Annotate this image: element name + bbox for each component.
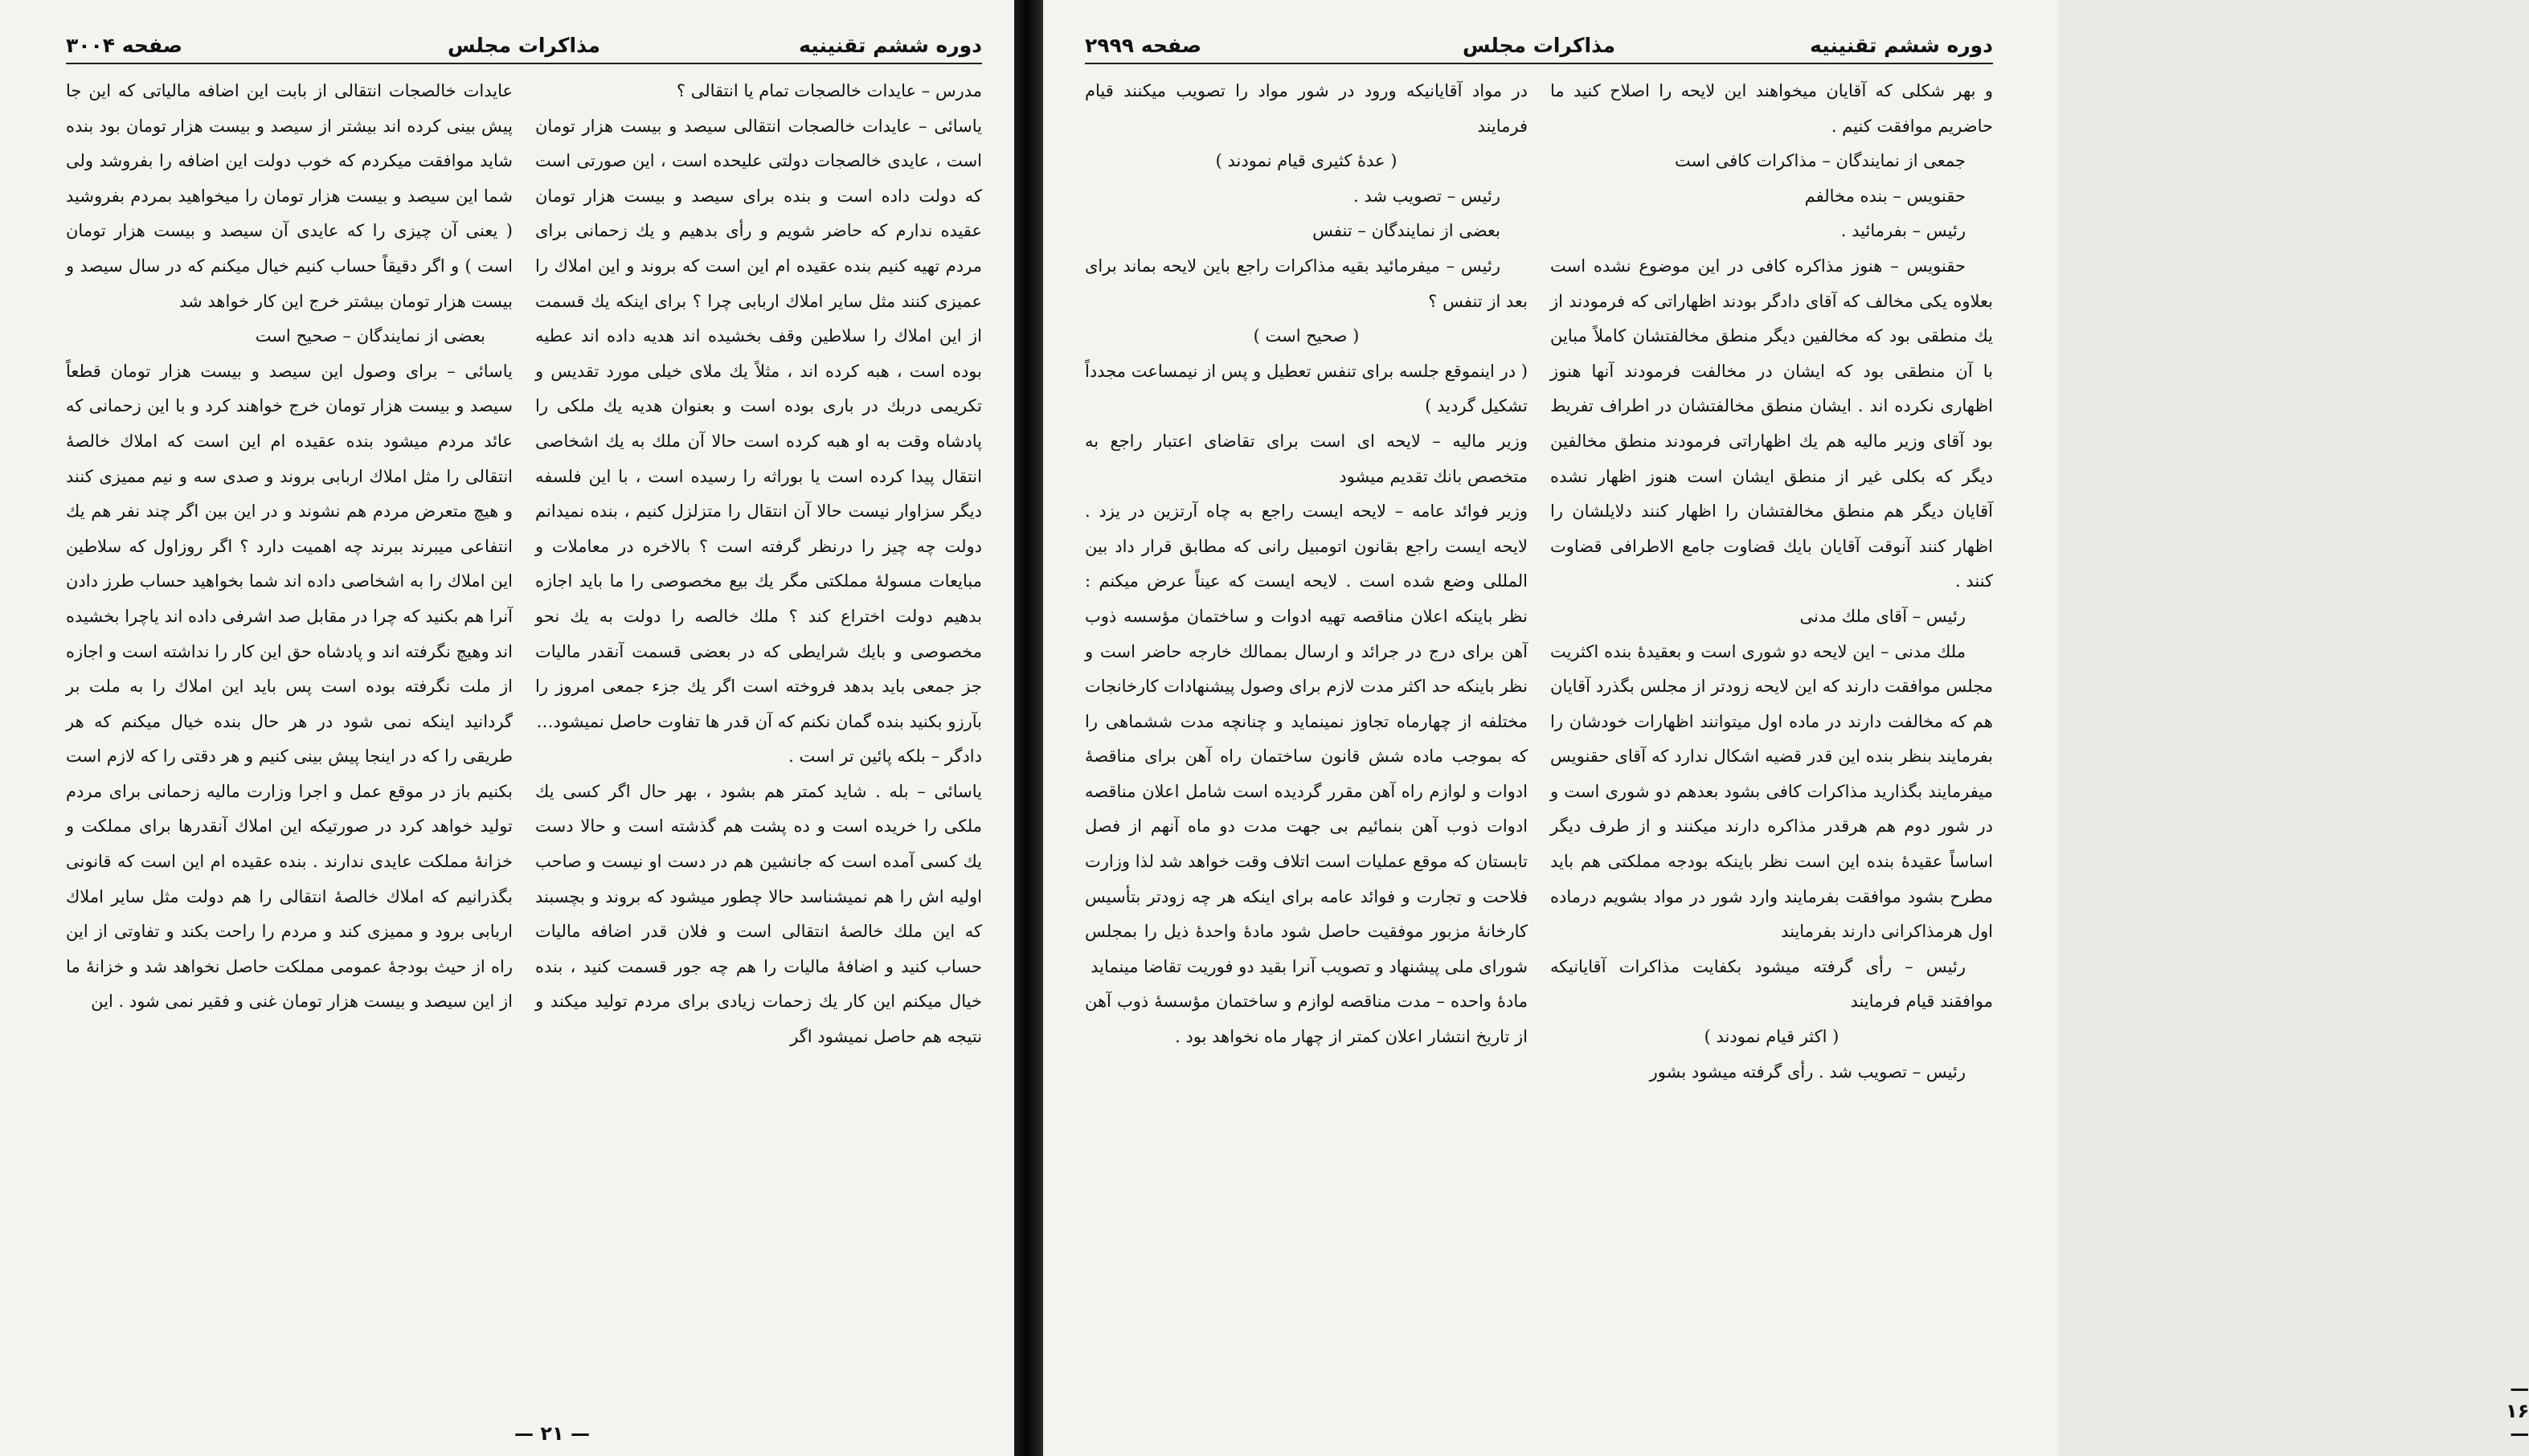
left-page-header [66,34,982,64]
book-gutter [1014,0,1043,1456]
left-page-columns [66,74,982,1400]
paragraph: رئیس – تصویب شد . رأی گرفته میشود بشور [1649,1061,1966,1082]
paragraph: مدرس – عایدات خالصجات تمام یا انتقالی ؟ [676,81,982,100]
paragraph: ( اکثر قیام نمودند ) [1704,1027,1839,1047]
paragraph: جمعی از نمایندگان – مذاکرات کافی است [1675,151,1966,171]
paragraph: یاسائی – عایدات خالصجات انتقالی سیصد و بیست هزار تومان است ، عایدی خالصجات دولتی علیحده است ، این صورتی است که دولت داده است و بنده برای سیصد و بیست هزار تومان عقیده ندارم که حاضر شویم و رأی بدهیم و یك زحمانی برای مردم تهیه کنیم بنده عقیده ام این است که بروند و این املاك را عمیزی کنند مثل سایر املاك اربابی چرا ؟ برای اینکه یك قسمت از این املاك را سلاطین وقف بخشیده اند هدیه داده اند عطیه بوده است ، هبه کرده اند ، مثلاً یك ملای خیلی مورد تقدیس و تکریمی دربك در باری بوده است و بعنوان هدیه یك ملکی را پادشاه وقت به او هبه کرده است حالا آن ملك به یك اشخاصی انتقال پیدا کرده است یا بوراثه را رسیده است ، با این فلسفه دیگر سزاوار نیست حالا آن انتقال را متزلزل کنیم ، بنده نمیدانم دولت چه چیز را درنظر گرفته است ؟ بالاخره در معاملات و مبایعات مسولهٔ مملکتی مگر یك بیع مخصوصی را ما باید اجازه بدهیم دولت اختراع کند ؟ ملك خالصه را دولت به یك نحو مخصوصی و بایك شرایطی که در بعضی قسمت آنقدر مالیات جز جمعی باید بدهد فروخته است اگر یك جزء جمعی امروز را بآرزو بکنید بنده گمان نکنم که آن قدر ها تفاوت حاصل نمیشود… [535,116,982,731]
paragraph: یاسائی – برای وصول این سیصد و بیست هزار تومان قطعاً سیصد و بیست هزار تومان خرج خواهند کرد و با این زحمانی که عائد مردم میشود بنده عقیده ام این است که املاك خالصهٔ انتقالی را مثل املاك اربابی بروند و صدی سه و نیم ممیزی کنند و هیچ متعرض مردم هم نشوند و در این بین اگر چند نفر هم یك انتفاعی میبرند ببرند چه اهمیت دارد ؟ اگر روزاول که سلاطین این املاك را به اشخاصی داده اند شما بخواهید حساب طرز دادن آنرا هم بکنید که چرا در مقابل صد اشرفی داده اند یاچرا بخشیده اند وهیچ نگرفته اند و پادشاه حق این کار را نداشته است و اجازه از ملت نگرفته بوده است پس باید این املاك را به ملت بر گردانید اینکه نمی شود در هر حال بنده خیال میکنم که هر طریقی را که در اینجا پیش بینی کنیم و هر دقتی را که لازم است بکنیم باز در موقع عمل و اجرا وزارت مالیه زحمانی برای مردم تولید خواهد کرد در صورتیکه این املاك آنقدرها برای مملکت و خزانهٔ مملکت عایدی ندارند . بنده عقیده ام این است که قانونی بگذرانیم که املاك خالصهٔ انتقالی را هم دولت مثل سایر املاك اربابی برود و ممیزی کند و مردم را راحت بکند و تفاوتی از این راه از حیث بودجهٔ عمومی مملکت حاصل نخواهد شد و خزانهٔ ما از این سیصد و بیست هزار تومان غنی و فقیر نمی شود . این [66,361,513,1012]
paragraph: عایدات خالصجات انتقالی از بابت این اضافه مالیاتی که این جا پیش بینی کرده اند بیشتر از سیصد و بیست هزار تومان بود بنده شاید موافقت میکردم که خوب دولت این اضافه را بفروشد ولی شما این سیصد و بیست هزار تومان را میخواهید بمردم بفروشید ( یعنی آن چیزی را که عایدی آن سیصد و بیست هزار تومان است ) و اگر دقیقاً حساب کنیم خیال میکنم که در سال سیصد و بیست هزار تومان بیشتر خرج این کار خواهد شد [66,81,513,311]
right-header-session: دوره ششم تقنینیه [1810,34,1993,57]
left-header-title: مذاکرات مجلس [447,34,601,57]
paragraph: و بهر شکلی که آقایان میخواهند این لایحه را اصلاح کنید ما حاضریم موافقت کنیم . [1550,81,1993,136]
paragraph: ملك مدنی – این لایحه دو شوری است و بعقیدهٔ بنده اکثریت مجلس موافقت دارند که این لایحه زودتر از مجلس بگذرد آقایان هم که مخالفت دارند در ماده اول میتوانند اظهارات خودشان را بفرمایند بنظر بنده این قدر قضیه اشکال ندارد که آقای حقنویس میفرمایند بگذارید مذاکرات کافی بشود بعدهم دو شوری است و در شور دوم هم هرقدر مذاکره دارند میکنند و از طرف دیگر اساساً عقیدهٔ بنده این است نظر باینکه بودجه مملکتی هم باید مطرح بشود موافقت بفرمایند وارد شور در مواد بشویم درماده اول هرمذاکرانی دارند بفرمایند [1550,641,1993,942]
paragraph: رئیس – بفرمائید . [1840,221,1966,241]
right-header-title: مذاکرات مجلس [1462,34,1616,57]
paragraph: ( صحیح است ) [1253,326,1360,346]
paragraph: ( در اینموقع جلسه برای تنفس تعطیل و پس از نیمساعت مجدداً تشکیل گردید ) [1085,361,1528,416]
paragraph: وزیر مالیه – لایحه ای است برای تقاضای اعتبار راجع به متخصص بانك تقدیم میشود [1085,431,1528,486]
right-page-number: — ۱۶ — [2506,1377,2529,1445]
paragraph: یاسائی – بله . شاید کمتر هم بشود ، بهر حال اگر کسی یك ملکی را خریده است و ده پشت هم گذشته است و حالا دست یك کسی آمده است که جانشین هم در دست او نیست و صاحب اولیه اش را هم نمیشناسد حالا چطور میشود که بروند و بچسبند که این ملك خالصهٔ انتقالی است و فلان قدر اضافه مالیات حساب کنید و اضافهٔ مالیات را هم چه جور قسمت کنید ، بنده خیال میکنم این کار یك زحمات زیادی برای مردم تولید میکند و نتیجه هم حاصل نمیشود اگر [535,781,982,1047]
left-header-session: دوره ششم تقنینیه [799,34,982,57]
paragraph: بعضی از نمایندگان – صحیح است [255,326,485,346]
paragraph: بعضی از نمایندگان – تنفس [1312,221,1500,241]
paragraph: در مواد آقایانیکه ورود در شور مواد را تصویب میکنند قیام فرمایند [1085,81,1528,136]
right-page [1043,0,2529,1456]
paragraph: رئیس – رأی گرفته میشود بکفایت مذاکرات آقایانیکه موافقند قیام فرمایند [1550,956,1993,1012]
paragraph: رئیس – تصویب شد . [1353,186,1500,206]
paragraph: حقنویس – هنوز مذاکره کافی در این موضوع نشده است بعلاوه یکی مخالف که آقای دادگر بودند اظهاراتی که فرمودند از یك منطقی بود که مخالفین دیگر منطق مخالفتشان کاملاً مباین با آن منطقی بود که ایشان در مخالفت فرمودند آنها هنوز اظهاری نکرده اند . ایشان منطق مخالفتشان در اطراف تفریط بود آقای وزیر مالیه هم یك اظهاراتی فرمودند منطق مخالفین دیگر که بکلی غیر از منطق ایشان است هنوز اظهار نشده آقایان دیگر هم منطق مخالفتشان را اظهار کنند دلایلشان را اظهار کنند آنوقت آقایان بایك قضاوت جامع الاطرافی قضاوت کنند . [1550,256,1993,591]
right-page-header [1085,34,1993,64]
right-page-columns [1085,74,1993,1400]
paragraph: ( عدهٔ کثیری قیام نمودند ) [1215,151,1397,171]
paragraph: دادگر – بلکه پائین تر است . [788,746,982,767]
left-page [0,0,1014,1456]
paragraph: رئیس – میفرمائید بقیه مذاکرات راجع باین لایحه بماند برای بعد از تنفس ؟ [1085,256,1528,311]
left-page-column-right [535,74,982,1400]
left-header-page-label: صفحه ۳۰۰۴ [66,34,183,57]
left-page-column-left [66,74,513,1400]
paragraph: حقنویس – بنده مخالفم [1804,186,1966,206]
paragraph: مادهٔ واحده – مدت مناقصه لوازم و ساختمان مؤسسهٔ ذوب آهن از تاریخ انتشار اعلان کمتر از چهار ماه نخواهد بود . [1085,992,1528,1047]
right-header-page-label: صفحه ۲۹۹۹ [1085,34,1202,57]
paragraph: وزیر فوائد عامه – لایحه ایست راجع به چاه آرتزین در یزد . لایحه ایست راجع بقانون اتومبیل رانی که مطابق قرار داد بین المللی وضع شده است . لایحه ایست که عیناً عرض میکنم : نظر باینکه اعلان مناقصه تهیه ادوات و ساختمان مؤسسه ذوب آهن برای درج در جرائد و ارسال بممالك خارجه حاضر است و نظر باینکه حد اکثر مدت لازم برای وصول پیشنهادات کارخانجات مختلفه از چهارماه تجاوز نمینماید و چنانچه مدت ششماهی را که بموجب ماده شش قانون ساختمان راه آهن برای مناقصهٔ ادوات و لوازم راه آهن مقرر گردیده است شامل اعلان مناقصه ادوات ذوب آهن بنمائیم بی جهت مدت دو ماه آنهم از فصل تابستان که موقع عملیات است اتلاف وقت خواهد شد لذا وزارت فلاحت و تجارت و فوائد عامه برای اینکه هر چه زودتر بتأسیس کارخانهٔ مزبور موفقیت حاصل شود مادهٔ واحدهٔ ذیل را بمجلس شورای ملی پیشنهاد و تصویب آنرا بقید دو فوریت تقاضا مینماید [1085,501,1528,976]
right-page-column-right [1550,74,1993,1400]
paragraph: رئیس – آقای ملك مدنی [1799,606,1966,626]
right-page-column-left [1085,74,1528,1400]
left-page-number: — ۲۱ — [514,1422,591,1445]
